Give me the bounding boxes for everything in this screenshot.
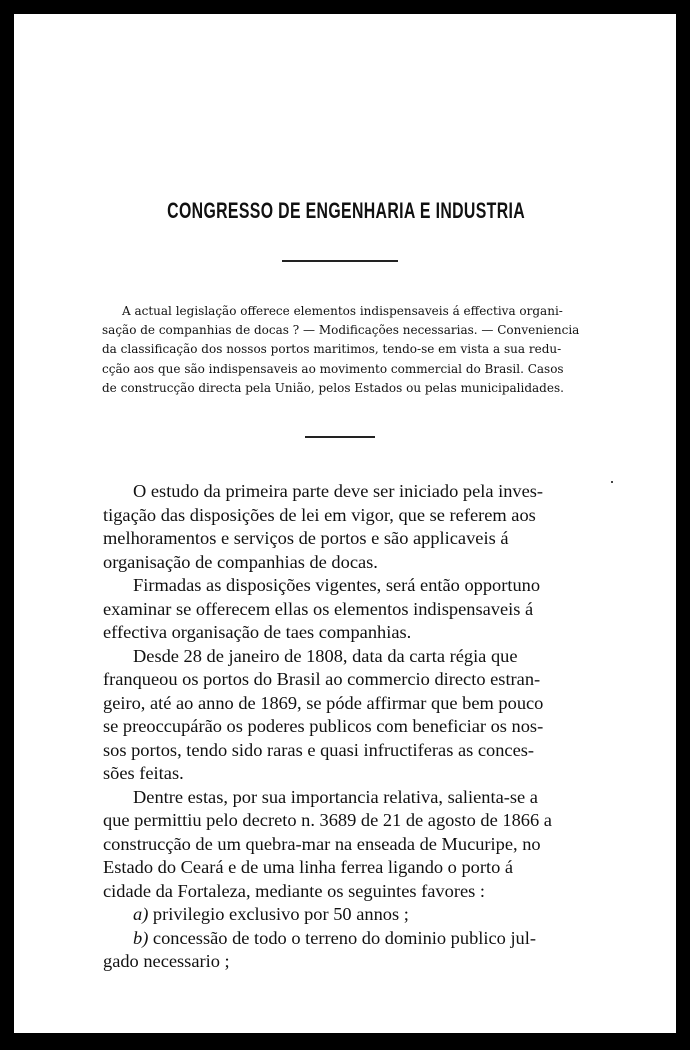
list-item (103, 927, 613, 951)
body-line: Dentre estas, por sua importancia relativa, salienta-se a (133, 786, 538, 807)
body-line: effectiva organisação de taes companhias. (103, 622, 412, 642)
body-line: franqueou os portos do Brasil ao commercio directo estran- (103, 669, 541, 689)
document-page (14, 14, 676, 1033)
body-line: O estudo da primeira parte deve ser iniciado pela inves- (133, 481, 544, 501)
body-line: construcção de um quebra-mar na enseada de Mucuripe, no (103, 833, 541, 854)
summary-line: da classificação dos nossos portos maritimos, tendo-se em vista a sua redu- (102, 342, 562, 357)
body-line: gado necessario ; (103, 951, 230, 971)
body-line: sões feitas. (103, 763, 184, 783)
summary-divider (305, 436, 375, 438)
summary-line: de construcção directa pela União, pelos Estados ou pelas municipalidades. (102, 380, 564, 395)
body-line: Firmadas as disposições vigentes, será então opportuno (133, 575, 541, 595)
body-line: Estado do Ceará e de uma linha ferrea ligando o porto á (103, 857, 514, 877)
body-line: se preoccupárão os poderes publicos com beneficiar os nos- (103, 716, 544, 736)
body-line: que permittiu pelo decreto n. 3689 de 21 de agosto de 1866 a (103, 810, 552, 830)
title-divider (282, 260, 398, 262)
summary-line: sação de companhias de docas ? — Modificações necessarias. — Conveniencia (102, 323, 580, 338)
body-line: cidade da Fortaleza, mediante os seguintes favores : (103, 880, 485, 901)
summary-line: A actual legislação offerece elementos indispensaveis á effectiva organi- (122, 304, 563, 318)
list-marker: a) (133, 904, 149, 924)
body-line: organisação de companhias de docas. (103, 551, 378, 572)
summary-line: cção aos que são indispensaveis ao movimento commercial do Brasil. Casos (102, 361, 564, 376)
body-line: examinar se offerecem ellas os elementos indispensaveis á (103, 598, 534, 619)
list-marker: b) (133, 927, 149, 948)
summary-paragraph (102, 302, 612, 398)
body-line: geiro, até ao anno de 1869, se póde affirmar que bem pouco (103, 692, 544, 713)
body-line: melhoramentos e serviços de portos e são applicaveis á (103, 528, 509, 548)
body-line: Desde 28 de janeiro de 1808, data da carta régia que (133, 645, 518, 666)
list-item-text: privilegio exclusivo por 50 annos ; (148, 904, 409, 924)
body-line: sos portos, tendo sido raras e quasi infructiferas as conces- (103, 739, 535, 760)
list-item (103, 903, 613, 927)
page-title: CONGRESSO DE ENGENHARIA E INDUSTRIA (167, 198, 526, 223)
body-line: tigação das disposições de lei em vigor, que se referem aos (103, 504, 536, 525)
list-item-text: concessão de todo o terreno do dominio publico jul- (148, 927, 536, 948)
body-text (103, 480, 613, 974)
